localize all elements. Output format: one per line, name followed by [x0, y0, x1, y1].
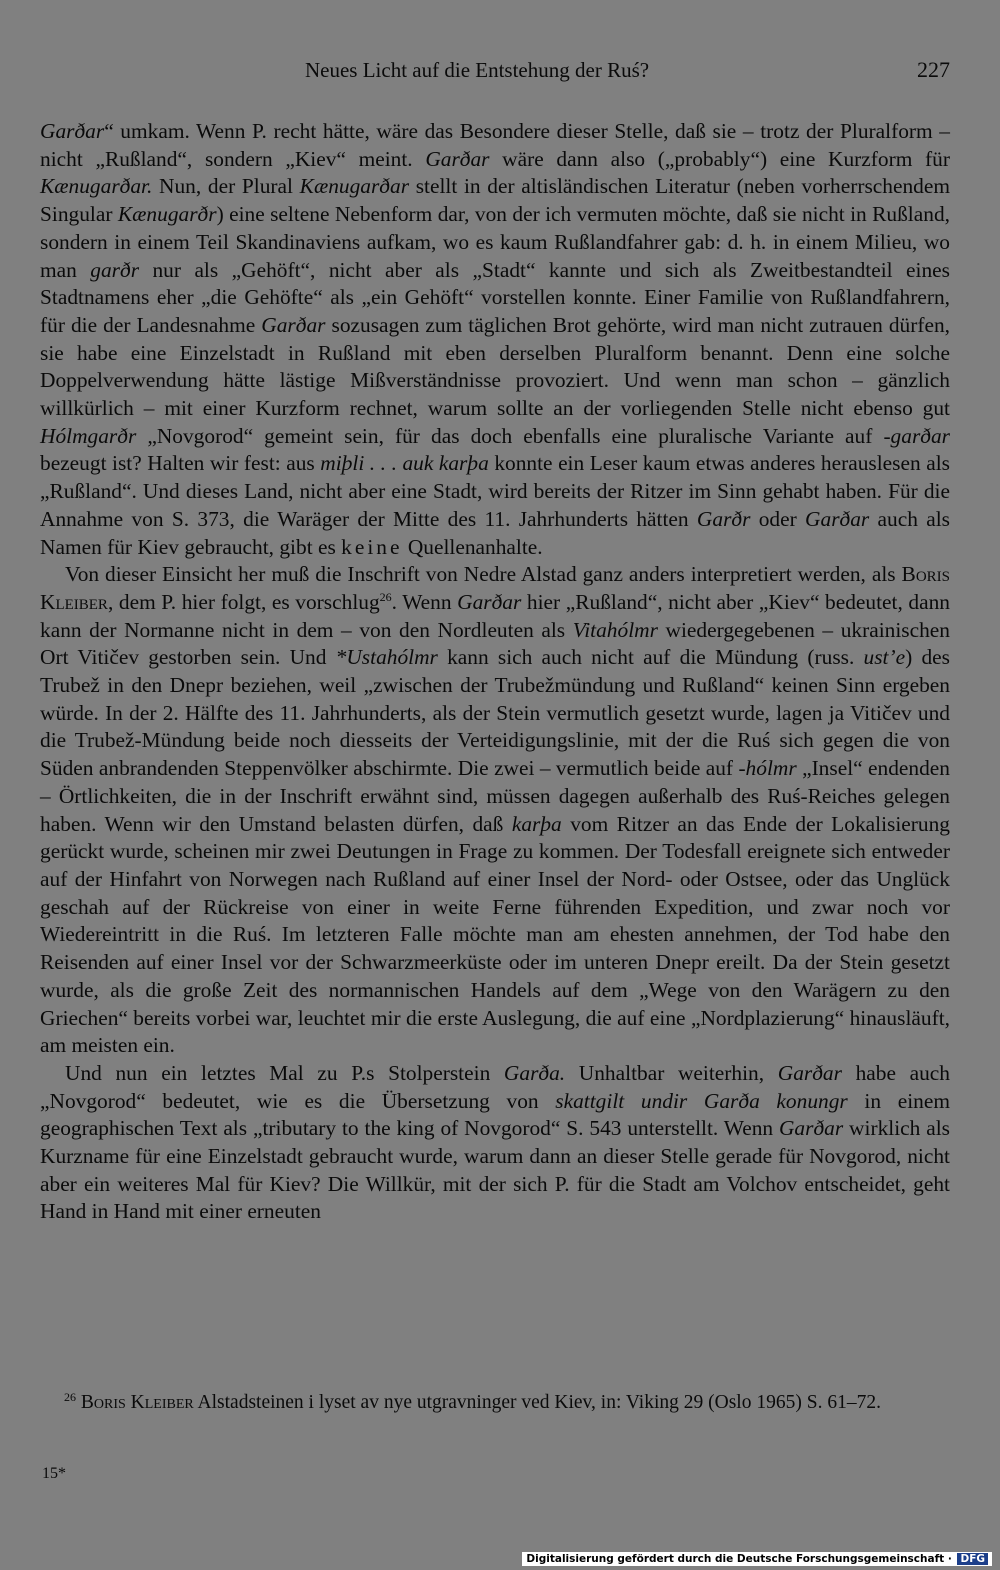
text-run: , dem P. hier folgt, es vorschlug [107, 589, 380, 614]
italic-term: Kænugarðar [299, 174, 410, 199]
text-run: vom Ritzer an das Ende der Lokalisierung gerückt wurde, scheinen mir zwei Deutungen in Frage zu kommen. Der Todesfall ereignete sich entweder auf der Hinfahrt von Norwegen nach Rußland auf einer Insel der Nord- oder Ostsee, oder das Unglück geschah auf der Rückreise von einer in weite Ferne führenden Expedition, und zwar noch vor Wiedereintritt in die Ruś. Im letzteren Falle möchte man am ehesten annehmen, der Tod habe den Reisenden auf einer Insel vor der Schwarzmeerküste oder im unteren Dnepr ereilt. Da der Stein gesetzt wurde, als die große Zeit des normannischen Handels auf dem „Wege von den Warägern zu den Griechen“ bereits vorbei war, leuchtet mir die erste Auslegung, die auf eine „Nordplazierung“ hinausläuft, am meisten ein. [40, 811, 950, 1058]
running-title: Neues Licht auf die Entstehung der Ruś? [305, 58, 650, 82]
text-run: ) des Trubež in den Dnepr beziehen, weil „zwischen der Trubežmündung und Rußland“ keinen Sinn ergeben würde. In der 2. Hälfte des 11. Jahrhunderts, als der Stein vermutlich gesetzt wurde, lagen ja Vitičev und die Trubež-Mündung beide noch diesseits der Verteidigungslinie, mit der die Ruś sich gegen die von Süden anbrandenden Steppenvölker abschirmte. Die zwei – vermutlich beide auf [40, 645, 950, 781]
text-run: auch als Namen für Kiev gebraucht, gibt es [40, 506, 950, 559]
italic-term: Garðar [457, 589, 522, 614]
text-run: in einem geographischen Text als „tributary to the king of Novgorod“ S. 543 unterstellt. Wenn [40, 1088, 950, 1141]
italic-term: Kænugarðar. [40, 174, 153, 199]
footnote-ref[interactable]: 26 [379, 589, 392, 604]
italic-term: -garðar [883, 423, 950, 448]
text-run: oder [750, 506, 806, 531]
text-run: stellt in der altisländischen Literatur (neben vorherrschendem Singular [40, 174, 950, 227]
footnote-number: 26 [64, 1389, 76, 1404]
text-run: „Novgorod“ gemeint sein, für das doch ebenfalls eine pluralische Variante auf [136, 423, 884, 448]
italic-term: Garðar [777, 1060, 842, 1085]
text-run: habe auch „Novgorod“ bedeutet, wie es die Übersetzung von [40, 1060, 950, 1113]
text-run: ) eine seltene Nebenform dar, von der ich vermuten möchte, daß sie nicht in Rußland, sondern in einem Teil Skandinaviens aufkam, wo es kaum Rußlandfahrer gab: d. h. in einem Milieu, wo man [40, 202, 950, 282]
text-run: Von dieser Einsicht her muß die Inschrift von Nedre Alstad ganz anders interpretiert werden, als [65, 562, 902, 587]
italic-term: Garðar [261, 312, 326, 337]
italic-term: Garðar [40, 119, 105, 143]
digitization-credit: Digitalisierung gefördert durch die Deutsche Forschungsgemeinschaft · DFG [522, 1552, 992, 1566]
italic-term: Garðar [425, 146, 490, 171]
main-text [40, 118, 950, 1226]
italic-term: Vitahólmr [572, 617, 658, 642]
text-run: Nun, der Plural [152, 174, 300, 199]
italic-term: Kænugarðr [117, 202, 217, 227]
page-number: 227 [917, 57, 950, 82]
italic-term: ust’e [863, 645, 906, 670]
text-run: Unhaltbar weiterhin, [565, 1060, 778, 1085]
italic-term: Garðar [778, 1116, 844, 1141]
text-run: Und nun ein letztes Mal zu P.s Stolperstein [65, 1060, 504, 1085]
text-run: wirklich als Kurzname für eine Einzelstadt gebraucht wurde, warum dann an dieser Stelle gerade für Novgorod, nicht aber ein weiteres Mal für Kiev? Die Willkür, mit der sich P. für die Stadt am Volchov entscheidet, geht Hand in Hand mit einer erneuten [40, 1116, 950, 1224]
italic-term: Garðar [805, 506, 870, 531]
spaced-emphasis: keine [341, 534, 403, 559]
credit-text: Digitalisierung gefördert durch die Deutsche Forschungsgemeinschaft [526, 1553, 945, 1565]
italic-term: miþli . . . auk karþa [320, 451, 489, 476]
italic-term: karþa [511, 811, 562, 836]
text-run: Quellenanhalte. [402, 534, 543, 559]
text-run: “ umkam. Wenn P. recht hätte, wäre das Besondere dieser Stelle, daß sie – trotz der Pluralform – nicht „Rußland“, sondern „Kiev“ meint. [40, 119, 950, 171]
text-run: nur als „Gehöft“, nicht aber als „Stadt“ kannte und sich als Zweitbestandteil eines Stadtnamens eher „die Gehöfte“ als „ein Gehöft“ vorstellen konnte. Einer Familie von Rußlandfahrern, für die der Landesnahme [40, 257, 950, 337]
italic-term: garðr [90, 257, 140, 282]
author-name: Boris Kleiber [40, 562, 950, 614]
italic-term: Garða. [503, 1060, 566, 1085]
italic-term: Hólmgarðr [40, 423, 137, 448]
italic-term: -hólmr [738, 756, 797, 781]
text-run: wäre dann also („probably“) eine Kurzform für [489, 146, 950, 171]
footnote-26 [40, 1391, 950, 1415]
text-run: sozusagen zum täglichen Brot gehörte, wird man nicht zutrauen dürfen, sie habe eine Einzelstadt in Rußland mit eben derselben Pluralform benannt. Denn eine solche Doppelverwendung hätte lästige Mißverständnisse provoziert. Und wenn man schon – gänzlich willkürlich – mit einer Kurzform rechnet, warum sollte an der vorliegenden Stelle nicht ebenso gut [40, 312, 950, 421]
text-run: wiedergegebenen – ukrainischen Ort Vitičev gestorben sein. Und [40, 617, 950, 670]
italic-term: Garðr [696, 506, 751, 531]
text-run: konnte ein Leser kaum etwas anderes herauslesen als „Rußland“. Und dieses Land, nicht aber eine Stadt, wird bereits der Ritzer im Sinn gehabt haben. Für die Annahme von S. 373, die Waräger der Mitte des 11. Jahrhunderts hätten [40, 451, 950, 531]
paragraph-3 [40, 1060, 950, 1226]
signature-mark: 15* [42, 1465, 66, 1482]
footnote-text: Alstadsteinen i lyset av nye utgravninger ved Kiev, in: Viking 29 (Oslo 1965) S. 61–72. [193, 1392, 881, 1413]
paragraph-2 [40, 561, 950, 1060]
text-run: „Insel“ endenden – Örtlichkeiten, die in der Inschrift erwähnt sind, müssen dagegen außerhalb des Ruś-Reiches gelegen haben. Wenn wir den Umstand belasten dürfen, daß [40, 756, 950, 836]
text-run: kann sich auch nicht auf die Mündung (russ. [437, 645, 864, 670]
text-run: . Wenn [391, 589, 458, 614]
footnote-author: Boris Kleiber [80, 1392, 194, 1413]
paragraph-1 [40, 118, 950, 561]
dfg-logo: DFG [957, 1553, 988, 1565]
text-run: hier „Rußland“, nicht aber „Kiev“ bedeutet, dann kann der Normanne nicht in dem – von den Nordleuten als [40, 589, 950, 642]
italic-term: skattgilt undir Garða konungr [555, 1088, 848, 1113]
text-run: bezeugt ist? Halten wir fest: aus [40, 451, 321, 476]
italic-term: *Ustahólmr [335, 645, 438, 670]
